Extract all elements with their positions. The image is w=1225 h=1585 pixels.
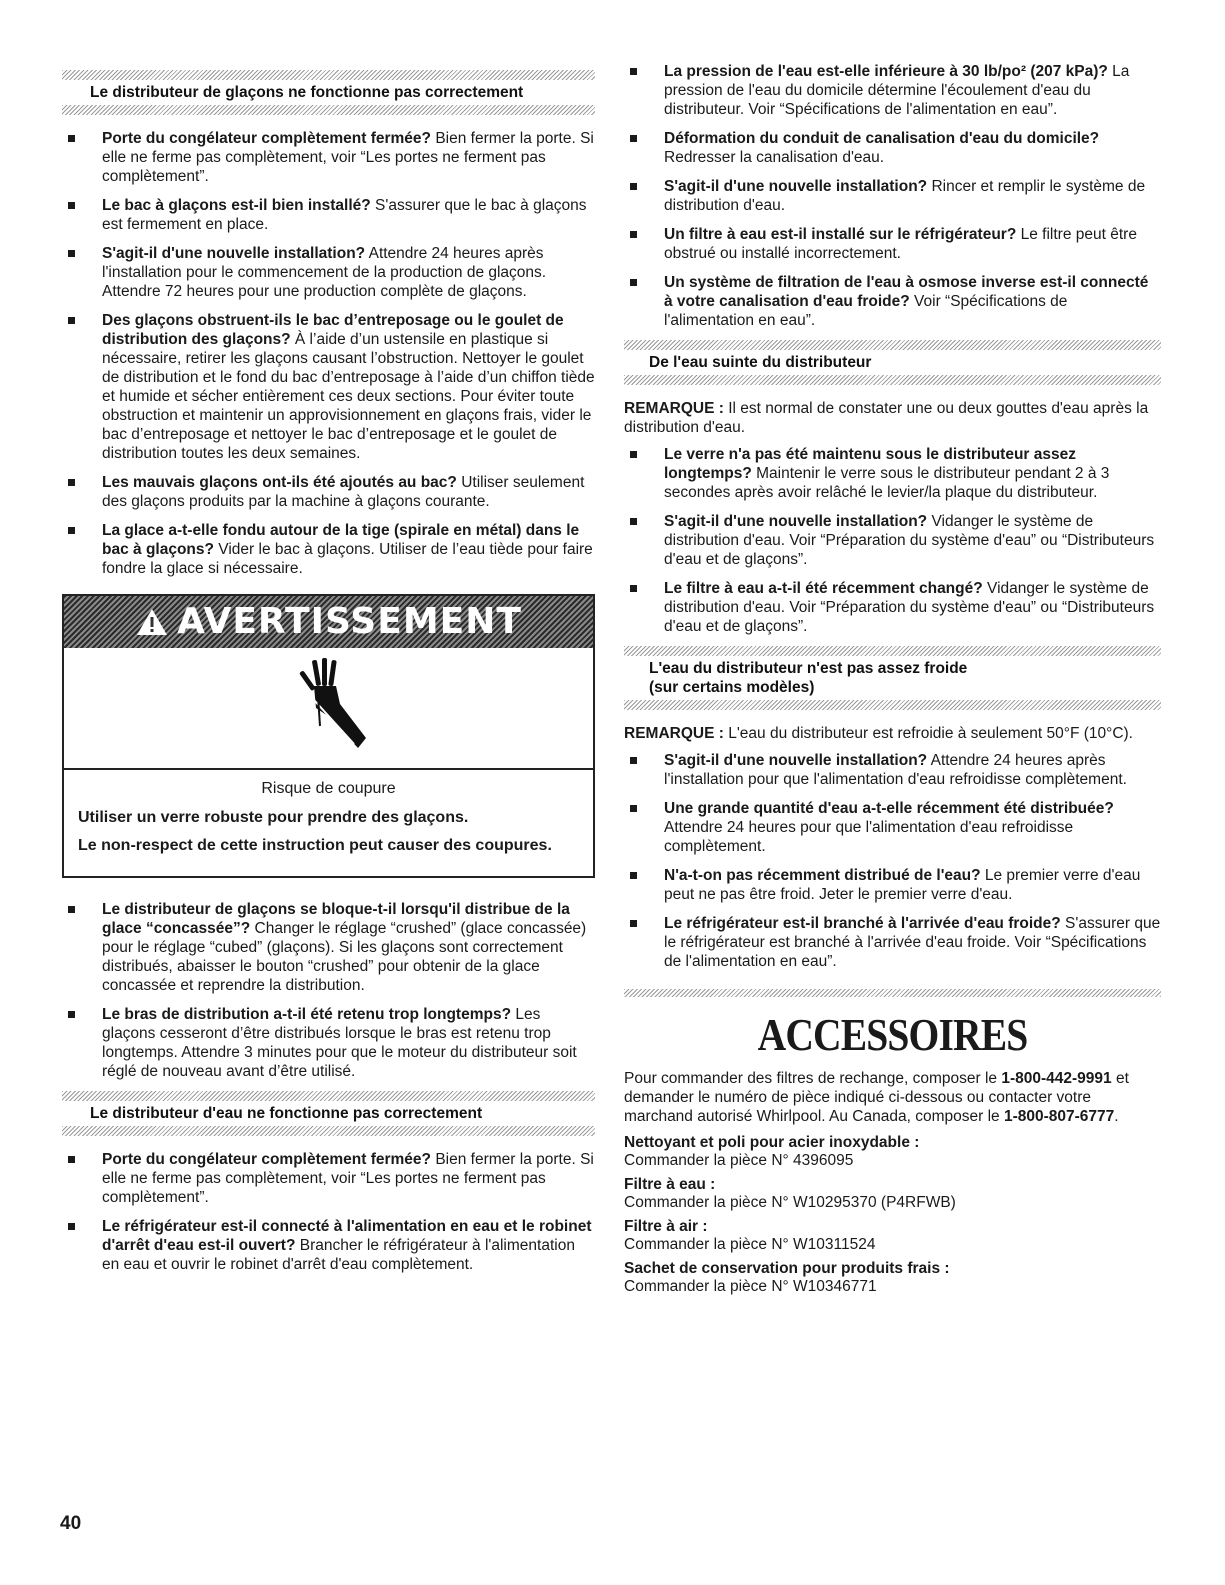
hatch-divider <box>624 989 1161 997</box>
list-item: S'agit-il d'une nouvelle installation? Vidanger le système de distribution d'eau. Voir “Préparation du système d'eau” ou “Distributeurs d'eau et de glaçons”. <box>624 512 1161 569</box>
hatch-divider <box>624 700 1161 710</box>
accessories-title: ACCESSOIRES <box>757 1009 1028 1060</box>
list-item: S'agit-il d'une nouvelle installation? Rincer et remplir le système de distribution d'eau. <box>624 177 1161 215</box>
hatch-divider <box>624 646 1161 656</box>
list-item: Le réfrigérateur est-il branché à l'arrivée d'eau froide? S'assurer que le réfrigérateur est branché à l'arrivée d'eau froide. Voir “Spécifications de l'alimentation en eau”. <box>624 914 1161 971</box>
water-leak-checklist <box>624 445 1161 636</box>
accessory-item: Sachet de conservation pour produits frais : Commander la pièce N° W10346771 <box>624 1260 950 1295</box>
accessory-item: Filtre à air : Commander la pièce N° W10311524 <box>624 1218 876 1253</box>
section-header-water-dispenser <box>62 1091 595 1136</box>
water-not-cold-checklist <box>624 751 1161 971</box>
accessory-item: Nettoyant et poli pour acier inoxydable : Commander la pièce N° 4396095 <box>624 1134 920 1169</box>
warning-banner <box>64 596 593 648</box>
note-paragraph: REMARQUE : L'eau du distributeur est refroidie à seulement 50°F (10°C). <box>624 725 1133 742</box>
warning-instruction: Utiliser un verre robuste pour prendre des glaçons. <box>78 809 469 826</box>
hatch-divider <box>624 375 1161 385</box>
ice-dispenser-checklist-continued <box>62 900 595 1081</box>
warning-pictogram-area <box>64 648 593 770</box>
warning-consequence: Le non-respect de cette instruction peut causer des coupures. <box>78 837 552 854</box>
warning-triangle-icon <box>135 607 169 637</box>
list-item: Une grande quantité d'eau a-t-elle récemment été distribuée? Attendre 24 heures pour que l'alimentation d'eau refroidisse complètement. <box>624 799 1161 856</box>
section-header-water-not-cold <box>624 646 1161 710</box>
phone-number: 1-800-807-6777 <box>1003 1108 1115 1125</box>
list-item: Le verre n'a pas été maintenu sous le distributeur assez longtemps? Maintenir le verre sous le distributeur pendant 2 à 3 secondes après avoir relâché le levier/la plaque du distributeur. <box>624 445 1161 502</box>
hatch-divider <box>62 1091 595 1101</box>
phone-number: 1-800-442-9991 <box>1001 1070 1112 1087</box>
water-dispenser-checklist-continued <box>624 62 1161 330</box>
list-item: Porte du congélateur complètement fermée? Bien fermer la porte. Si elle ne ferme pas complètement, voir “Les portes ne ferment pas complètement”. <box>62 1150 595 1207</box>
list-item: Les mauvais glaçons ont-ils été ajoutés au bac? Utiliser seulement des glaçons produits par la machine à glaçons courante. <box>62 473 595 511</box>
section-header-water-leak <box>624 340 1161 385</box>
list-item: Des glaçons obstruent-ils le bac d’entreposage ou le goulet de distribution des glaçons? À l’aide d’un ustensile en plastique si nécessaire, retirer les glaçons causant l’obstruction. Nettoyer le goulet de distribution et le fond du bac d’entreposage à l’aide d’un chiffon tiède et humide et sécher entièrement ces deux sections. Pour éviter toute obstruction et maintenir un approvisionnement en glaçons frais, vider le bac d’entreposage et nettoyer le bac d’entreposage et le goulet de distribution toutes les deux semaines. <box>62 311 595 463</box>
hatch-divider <box>62 1126 595 1136</box>
warning-body <box>64 770 593 876</box>
list-item: Le filtre à eau a-t-il été récemment changé? Vidanger le système de distribution d'eau. Voir “Préparation du système d'eau” ou “Distributeurs d'eau et de glaçons”. <box>624 579 1161 636</box>
hatch-divider <box>62 105 595 115</box>
warning-box <box>62 594 595 878</box>
accessories-intro: Pour commander des filtres de rechange, composer le 1-800-442-9991 et demander le numéro de pièce indiqué ci-dessous ou contacter votre marchand autorisé Whirlpool. Au Canada, composer le 1-800-807-6777. <box>624 1070 1129 1125</box>
list-item: Un filtre à eau est-il installé sur le réfrigérateur? Le filtre peut être obstrué ou installé incorrectement. <box>624 225 1161 263</box>
left-column <box>62 62 595 1284</box>
page-number: 40 <box>60 1513 82 1534</box>
list-item: Le bras de distribution a-t-il été retenu trop longtemps? Les glaçons cesseront d’être distribués lorsque le bras est retenu trop longtemps. Attendre 3 minutes pour que le moteur du distributeur soit réglé de nouveau avant d’être utilisé. <box>62 1005 595 1081</box>
accessory-item: Filtre à eau : Commander la pièce N° W10295370 (P4RFWB) <box>624 1176 956 1211</box>
water-dispenser-checklist <box>62 1150 595 1274</box>
list-item: S'agit-il d'une nouvelle installation? Attendre 24 heures après l'installation pour le commencement de la production de glaçons. Attendre 72 heures pour une production complète de glaçons. <box>62 244 595 301</box>
hazard-label: Risque de coupure <box>261 780 396 797</box>
list-item: Le réfrigérateur est-il connecté à l'alimentation en eau et le robinet d'arrêt d'eau est-il ouvert? Brancher le réfrigérateur à l'alimentation en eau et ouvrir le robinet d'arrêt d'eau complètement. <box>62 1217 595 1274</box>
section-title: Le distributeur de glaçons ne fonctionne pas correctement <box>90 84 524 101</box>
list-item: Le bac à glaçons est-il bien installé? S'assurer que le bac à glaçons est fermement en place. <box>62 196 595 234</box>
ice-dispenser-checklist <box>62 129 595 578</box>
section-title: De l'eau suinte du distributeur <box>649 354 872 371</box>
list-item: Le distributeur de glaçons se bloque-t-il lorsqu'il distribue de la glace “concassée”? Changer le réglage “crushed” (glace concassée) pour le réglage “cubed” (glaçons). Si les glaçons sont correctement distribués, abaisser le bouton “crushed” pour obtenir de la glace concassée et reprendre la distribution. <box>62 900 595 995</box>
hatch-divider <box>624 340 1161 350</box>
list-item: La glace a-t-elle fondu autour de la tige (spirale en métal) dans le bac à glaçons? Vider le bac à glaçons. Utiliser de l’eau tiède pour faire fondre la glace si nécessaire. <box>62 521 595 578</box>
cut-hand-icon <box>274 656 384 760</box>
list-item: N'a-t-on pas récemment distribué de l'eau? Le premier verre d'eau peut ne pas être froid. Jeter le premier verre d'eau. <box>624 866 1161 904</box>
list-item: S'agit-il d'une nouvelle installation? Attendre 24 heures après l'installation pour que l'alimentation d'eau refroidisse complètement. <box>624 751 1161 789</box>
right-column <box>624 62 1161 1296</box>
section-title: L'eau du distributeur n'est pas assez froide (sur certains modèles) <box>649 660 968 696</box>
list-item: Un système de filtration de l'eau à osmose inverse est-il connecté à votre canalisation d'eau froide? Voir “Spécifications de l'alimentation en eau”. <box>624 273 1161 330</box>
list-item: Porte du congélateur complètement fermée? Bien fermer la porte. Si elle ne ferme pas complètement, voir “Les portes ne ferment pas complètement”. <box>62 129 595 186</box>
section-title: Le distributeur d'eau ne fonctionne pas correctement <box>90 1105 483 1122</box>
note-paragraph: REMARQUE : Il est normal de constater une ou deux gouttes d'eau après la distribution d'eau. <box>624 400 1149 436</box>
warning-banner-text: AVERTISSEMENT <box>177 601 522 642</box>
section-header-ice-dispenser <box>62 70 595 115</box>
list-item: La pression de l'eau est-elle inférieure à 30 lb/po² (207 kPa)? La pression de l'eau du domicile détermine l'écoulement d'eau du distributeur. Voir “Spécifications de l'alimentation en eau”. <box>624 62 1161 119</box>
hatch-divider <box>62 70 595 80</box>
list-item: Déformation du conduit de canalisation d'eau du domicile? Redresser la canalisation d'eau. <box>624 129 1161 167</box>
